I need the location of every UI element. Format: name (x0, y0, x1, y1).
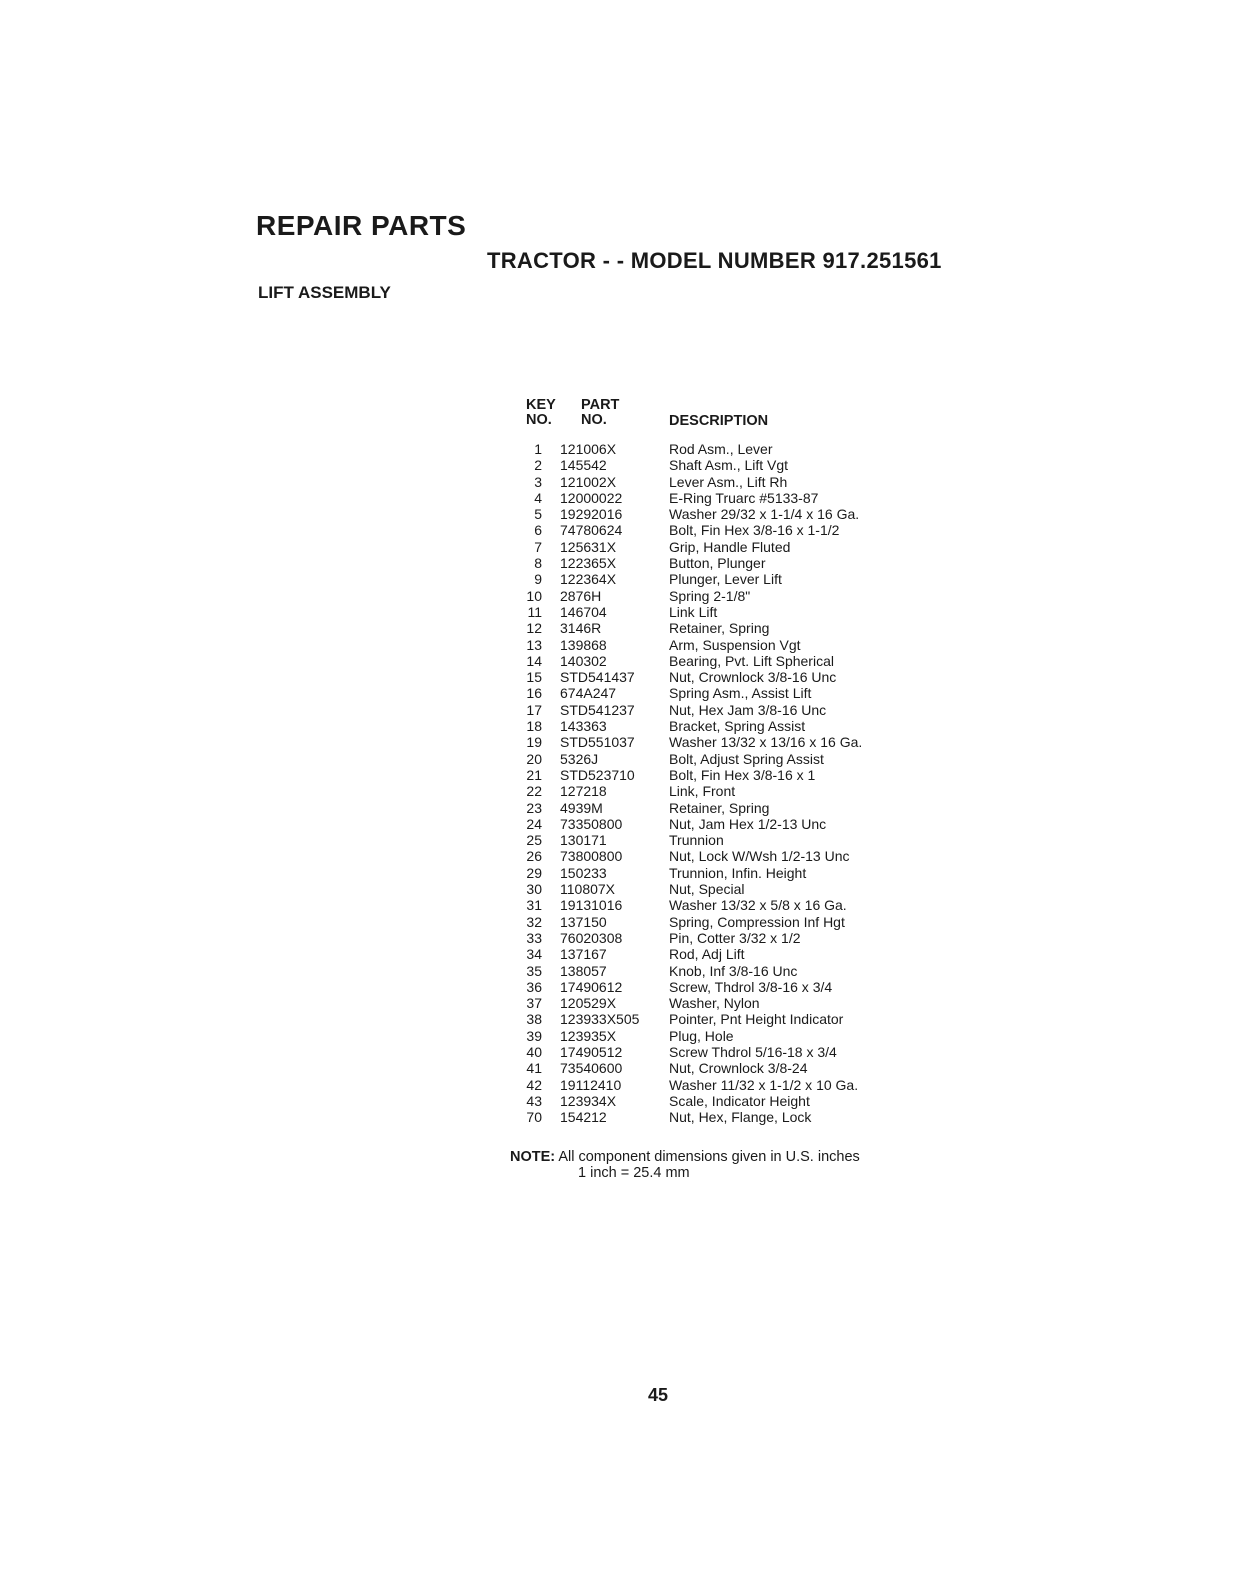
part-description: Plunger, Lever Lift (669, 571, 782, 588)
table-row (520, 490, 960, 506)
part-description: Lever Asm., Lift Rh (669, 473, 788, 490)
part-key-no: 18 (526, 718, 542, 735)
part-description: Spring, Compression Inf Hgt (669, 913, 845, 930)
part-key-no: 41 (526, 1060, 542, 1077)
table-row (520, 995, 960, 1011)
table-row (520, 1044, 960, 1060)
part-key-no: 29 (526, 864, 542, 881)
part-number: 154212 (560, 1109, 607, 1126)
table-row (520, 930, 960, 946)
part-description: Grip, Handle Fluted (669, 538, 791, 555)
part-number: 73350800 (560, 815, 623, 832)
part-number: 140302 (560, 652, 607, 669)
part-description: Scale, Indicator Height (669, 1092, 810, 1109)
part-number: 122364X (560, 571, 617, 588)
part-number: 12000022 (560, 489, 623, 506)
part-description: Bolt, Fin Hex 3/8-16 x 1 (669, 766, 816, 783)
part-number: 123935X (560, 1027, 617, 1044)
part-key-no: 38 (526, 1011, 542, 1028)
part-number: 73800800 (560, 848, 623, 865)
part-key-no: 70 (526, 1109, 542, 1126)
column-header-key-line2: NO. (526, 412, 552, 428)
part-description: Washer 29/32 x 1-1/4 x 16 Ga. (669, 506, 860, 523)
table-row (520, 685, 960, 701)
part-description: Nut, Special (669, 881, 745, 898)
part-description: Washer 13/32 x 13/16 x 16 Ga. (669, 734, 863, 751)
part-key-no: 26 (526, 848, 542, 865)
table-row (520, 800, 960, 816)
table-row (520, 571, 960, 587)
part-description: Link, Front (669, 783, 736, 800)
part-number: 146704 (560, 603, 607, 620)
part-number: STD523710 (560, 766, 635, 783)
part-description: Plug, Hole (669, 1027, 734, 1044)
part-key-no: 17 (526, 701, 542, 718)
part-key-no: 5 (534, 506, 542, 523)
table-row (520, 767, 960, 783)
part-description: Shaft Asm., Lift Vgt (669, 457, 789, 474)
part-key-no: 33 (526, 929, 542, 946)
table-row (520, 881, 960, 897)
part-key-no: 37 (526, 995, 542, 1012)
part-description: Nut, Crownlock 3/8-16 Unc (669, 669, 837, 686)
model-number-heading: TRACTOR - - MODEL NUMBER 917.251561 (487, 248, 942, 273)
part-number: 674A247 (560, 685, 617, 702)
part-key-no: 12 (526, 620, 542, 637)
table-row (520, 555, 960, 571)
table-row (520, 718, 960, 734)
table-row (520, 702, 960, 718)
part-number: 2876H (560, 587, 602, 604)
part-key-no: 24 (526, 815, 542, 832)
part-key-no: 2 (534, 457, 542, 474)
part-number: 73540600 (560, 1060, 623, 1077)
part-description: Spring 2-1/8" (669, 587, 751, 604)
part-description: Nut, Jam Hex 1/2-13 Unc (669, 815, 827, 832)
table-row (520, 865, 960, 881)
part-number: 17490612 (560, 978, 623, 995)
part-key-no: 42 (526, 1076, 542, 1093)
part-description: Link Lift (669, 603, 718, 620)
part-description: Rod, Adj Lift (669, 946, 745, 963)
part-key-no: 14 (526, 652, 542, 669)
part-key-no: 1 (534, 441, 542, 457)
table-row (520, 506, 960, 522)
note (510, 1149, 860, 1181)
part-number: 3146R (560, 620, 602, 637)
table-row (520, 1077, 960, 1093)
part-key-no: 35 (526, 962, 542, 979)
part-number: 138057 (560, 962, 607, 979)
table-row (520, 848, 960, 864)
part-key-no: 23 (526, 799, 542, 816)
part-description: Button, Plunger (669, 555, 766, 572)
part-description: Retainer, Spring (669, 799, 770, 816)
part-key-no: 40 (526, 1043, 542, 1060)
table-row (520, 1011, 960, 1027)
part-number: 120529X (560, 995, 617, 1012)
part-key-no: 30 (526, 881, 542, 898)
part-number: 19112410 (560, 1076, 622, 1093)
part-key-no: 9 (534, 571, 542, 588)
table-row (520, 751, 960, 767)
parts-list (520, 441, 960, 1125)
part-number: 125631X (560, 538, 617, 555)
part-description: E-Ring Truarc #5133-87 (669, 489, 819, 506)
part-description: Pin, Cotter 3/32 x 1/2 (669, 929, 801, 946)
part-description: Bolt, Fin Hex 3/8-16 x 1-1/2 (669, 522, 840, 539)
table-row (520, 946, 960, 962)
part-description: Knob, Inf 3/8-16 Unc (669, 962, 798, 979)
part-description: Pointer, Pnt Height Indicator (669, 1011, 844, 1028)
part-description: Bearing, Pvt. Lift Spherical (669, 652, 834, 669)
table-row (520, 1109, 960, 1125)
table-row (520, 669, 960, 685)
part-number: 137167 (560, 946, 607, 963)
part-description: Screw Thdrol 5/16-18 x 3/4 (669, 1043, 837, 1060)
table-row (520, 522, 960, 538)
part-key-no: 25 (526, 832, 542, 849)
part-number: 123934X (560, 1092, 617, 1109)
table-row (520, 963, 960, 979)
part-number: 121006X (560, 441, 617, 457)
table-row (520, 457, 960, 473)
column-header-key-line1: KEY (526, 397, 556, 413)
part-description: Arm, Suspension Vgt (669, 636, 801, 653)
part-description: Washer, Nylon (669, 995, 760, 1012)
table-row (520, 588, 960, 604)
table-row (520, 783, 960, 799)
part-key-no: 7 (534, 538, 542, 555)
part-description: Nut, Hex Jam 3/8-16 Unc (669, 701, 827, 718)
part-number: 5326J (560, 750, 599, 767)
part-key-no: 6 (534, 522, 542, 539)
part-description: Washer 11/32 x 1-1/2 x 10 Ga. (669, 1076, 859, 1093)
part-description: Bracket, Spring Assist (669, 718, 806, 735)
part-description: Spring Asm., Assist Lift (669, 685, 812, 702)
table-row (520, 1060, 960, 1076)
part-key-no: 16 (526, 685, 542, 702)
part-number: 139868 (560, 636, 607, 653)
table-row (520, 653, 960, 669)
part-number: 145542 (560, 457, 607, 474)
part-description: Trunnion, Infin. Height (669, 864, 807, 881)
table-row (520, 816, 960, 832)
part-description: Retainer, Spring (669, 620, 770, 637)
part-description: Rod Asm., Lever (669, 441, 773, 457)
column-header-key-no (526, 398, 556, 428)
column-header-description (669, 414, 768, 429)
table-row (520, 637, 960, 653)
part-key-no: 34 (526, 946, 542, 963)
table-row (520, 604, 960, 620)
note-label: NOTE: (510, 1149, 556, 1165)
table-row (520, 441, 960, 457)
part-key-no: 22 (526, 783, 542, 800)
part-key-no: 39 (526, 1027, 542, 1044)
page-title: REPAIR PARTS (256, 210, 467, 241)
table-row (520, 979, 960, 995)
table-row (520, 734, 960, 750)
part-number: 19292016 (560, 506, 623, 523)
part-key-no: 21 (526, 766, 542, 783)
part-key-no: 11 (527, 603, 542, 620)
part-key-no: 20 (526, 750, 542, 767)
part-description: Bolt, Adjust Spring Assist (669, 750, 824, 767)
part-number: 4939M (560, 799, 603, 816)
part-key-no: 10 (526, 587, 542, 604)
column-header-part-no (581, 398, 619, 428)
part-key-no: 31 (526, 897, 542, 914)
column-header-part-line1: PART (581, 397, 620, 413)
part-description: Trunnion (669, 832, 724, 849)
part-key-no: 15 (526, 669, 542, 686)
table-row (520, 1028, 960, 1044)
part-description: Washer 13/32 x 5/8 x 16 Ga. (669, 897, 847, 914)
part-description: Nut, Crownlock 3/8-24 (669, 1060, 808, 1077)
column-header-part-line2: NO. (581, 412, 607, 428)
part-number: 122365X (560, 555, 617, 572)
part-number: 74780624 (560, 522, 623, 539)
part-number: 76020308 (560, 929, 623, 946)
part-key-no: 8 (534, 555, 542, 572)
part-key-no: 13 (526, 636, 542, 653)
part-number: 137150 (560, 913, 607, 930)
part-key-no: 43 (526, 1092, 542, 1109)
part-key-no: 32 (526, 913, 542, 930)
part-key-no: 3 (534, 473, 542, 490)
part-description: Nut, Hex, Flange, Lock (669, 1109, 812, 1126)
table-row (520, 620, 960, 636)
page-number: 45 (648, 1385, 669, 1405)
part-key-no: 4 (534, 489, 542, 506)
part-number: STD541437 (560, 669, 635, 686)
column-header-description-label: DESCRIPTION (669, 413, 769, 429)
part-number: 123933X505 (560, 1011, 640, 1028)
part-number: 19131016 (560, 897, 623, 914)
part-number: 17490512 (560, 1043, 623, 1060)
note-conversion: 1 inch = 25.4 mm (578, 1165, 690, 1181)
part-number: 110807X (560, 881, 616, 898)
part-number: 150233 (560, 864, 607, 881)
note-text: All component dimensions given in U.S. inches (558, 1149, 860, 1165)
section-title: LIFT ASSEMBLY (258, 283, 391, 302)
part-number: STD551037 (560, 734, 635, 751)
table-row (520, 474, 960, 490)
table-row (520, 1093, 960, 1109)
part-key-no: 19 (526, 734, 542, 751)
table-row (520, 897, 960, 913)
table-row (520, 914, 960, 930)
part-number: 127218 (560, 783, 607, 800)
part-description: Nut, Lock W/Wsh 1/2-13 Unc (669, 848, 850, 865)
table-row (520, 539, 960, 555)
part-number: STD541237 (560, 701, 635, 718)
part-number: 121002X (560, 473, 617, 490)
part-key-no: 36 (526, 978, 542, 995)
part-number: 130171 (560, 832, 607, 849)
table-row (520, 832, 960, 848)
part-number: 143363 (560, 718, 607, 735)
part-description: Screw, Thdrol 3/8-16 x 3/4 (669, 978, 833, 995)
